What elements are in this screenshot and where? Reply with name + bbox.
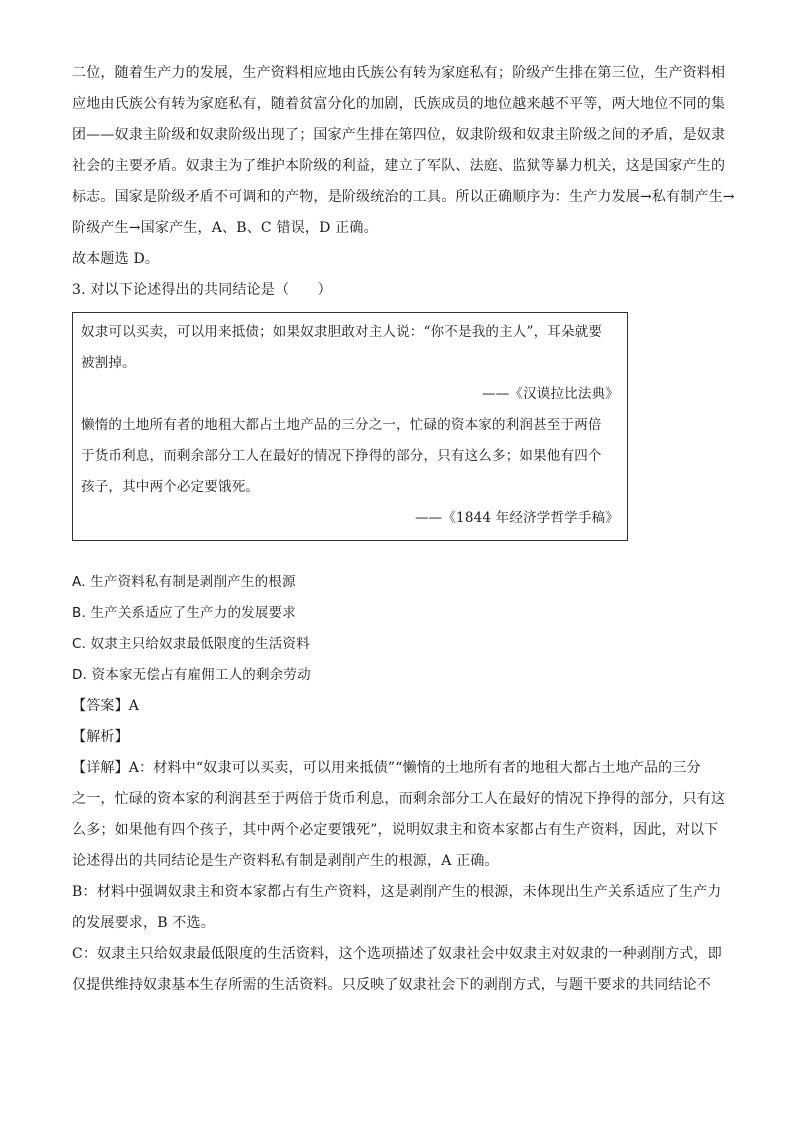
intro-line: 二位，随着生产力的发展，生产资料相应地由氏族公有转为家庭私有；阶级产生排在第三位，生产资料相 (72, 65, 726, 81)
analysis-label: 【解析】 (72, 729, 129, 745)
intro-line: 社会的主要矛盾。奴隶主为了维护本阶级的利益，建立了军队、法庭、监狱等暴力机关，这是国家产生的 (72, 158, 726, 174)
intro-line: 应地由氏族公有转为家庭私有，随着贫富分化的加剧，氏族成员的地位越来越不平等，两大地位不同的集 (72, 96, 726, 112)
analysis-paragraph (72, 753, 724, 1001)
quote-line: 孩子，其中两个必定要饿死。 (81, 479, 260, 495)
analysis-line: 的发展要求，B 不选。 (72, 915, 215, 931)
document-page (72, 58, 735, 1001)
intro-line: 团——奴隶主阶级和奴隶阶级出现了；国家产生排在第四位，奴隶阶级和奴隶主阶级之间的矛盾，是奴隶 (72, 127, 726, 143)
option-d: D. 资本家无偿占有雇佣工人的剩余劳动 (72, 667, 311, 683)
conclusion-line: 故本题选 D。 (72, 251, 160, 267)
answer-line: 【答案】A (72, 698, 140, 714)
intro-line: 标志。国家是阶级矛盾不可调和的产物，是阶级统治的工具。所以正确顺序为：生产力发展→私有制产生→ (72, 189, 735, 205)
analysis-line: 【详解】A：材料中“奴隶可以买卖，可以用来抵债”“懒惰的土地所有者的地租大都占土地产品的三分 (72, 760, 701, 776)
option-b: B. 生产关系适应了生产力的发展要求 (72, 605, 296, 621)
analysis-line: 论述得出的共同结论是生产资料私有制是剥削产生的根源，A 正确。 (72, 853, 499, 869)
quote-source: ——《汉谟拉比法典》 (482, 386, 619, 402)
intro-line: 阶级产生→国家产生，A、B、C 错误，D 正确。 (72, 220, 378, 236)
quote-line: 懒惰的土地所有者的地租大都占土地产品的三分之一，忙碌的资本家的利润甚至于两倍 (81, 417, 602, 433)
analysis-line: 仅提供维持奴隶基本生存所需的生活资料。只反映了奴隶社会下的剥削方式，与题干要求的共同结论不 (72, 977, 711, 993)
analysis-line: B：材料中强调奴隶主和资本家都占有生产资料，这是剥削产生的根源，未体现出生产关系适应了生产力 (72, 884, 722, 900)
quote-line: 于货币利息，而剩余部分工人在最好的情况下挣得的部分，只有这么多；如果他有四个 (81, 448, 602, 464)
option-a: A. 生产资料私有制是剥削产生的根源 (72, 574, 296, 590)
question-stem: 3. 对以下论述得出的共同结论是（ ） (72, 282, 332, 298)
option-c: C. 奴隶主只给奴隶最低限度的生活资料 (72, 636, 310, 652)
analysis-line: 么多；如果他有四个孩子，其中两个必定要饿死”，说明奴隶主和资本家都占有生产资料，因此，对以下 (72, 822, 719, 838)
intro-paragraph (72, 58, 735, 275)
quote-line: 被割掉。 (81, 355, 136, 371)
quote-line: 奴隶可以买卖，可以用来抵债；如果奴隶胆敢对主人说：“你不是我的主人”，耳朵就要 (81, 324, 603, 340)
options-list (72, 567, 724, 691)
analysis-line: 之一，忙碌的资本家的利润甚至于两倍于货币利息，而剩余部分工人在最好的情况下挣得的部分，只有这 (72, 791, 726, 807)
quote-source: ——《1844 年经济学哲学手稿》 (414, 510, 619, 526)
analysis-line: C：奴隶主只给奴隶最低限度的生活资料，这个选项描述了奴隶社会中奴隶主对奴隶的一种剥削方式，即 (72, 946, 722, 962)
material-box (72, 312, 628, 541)
